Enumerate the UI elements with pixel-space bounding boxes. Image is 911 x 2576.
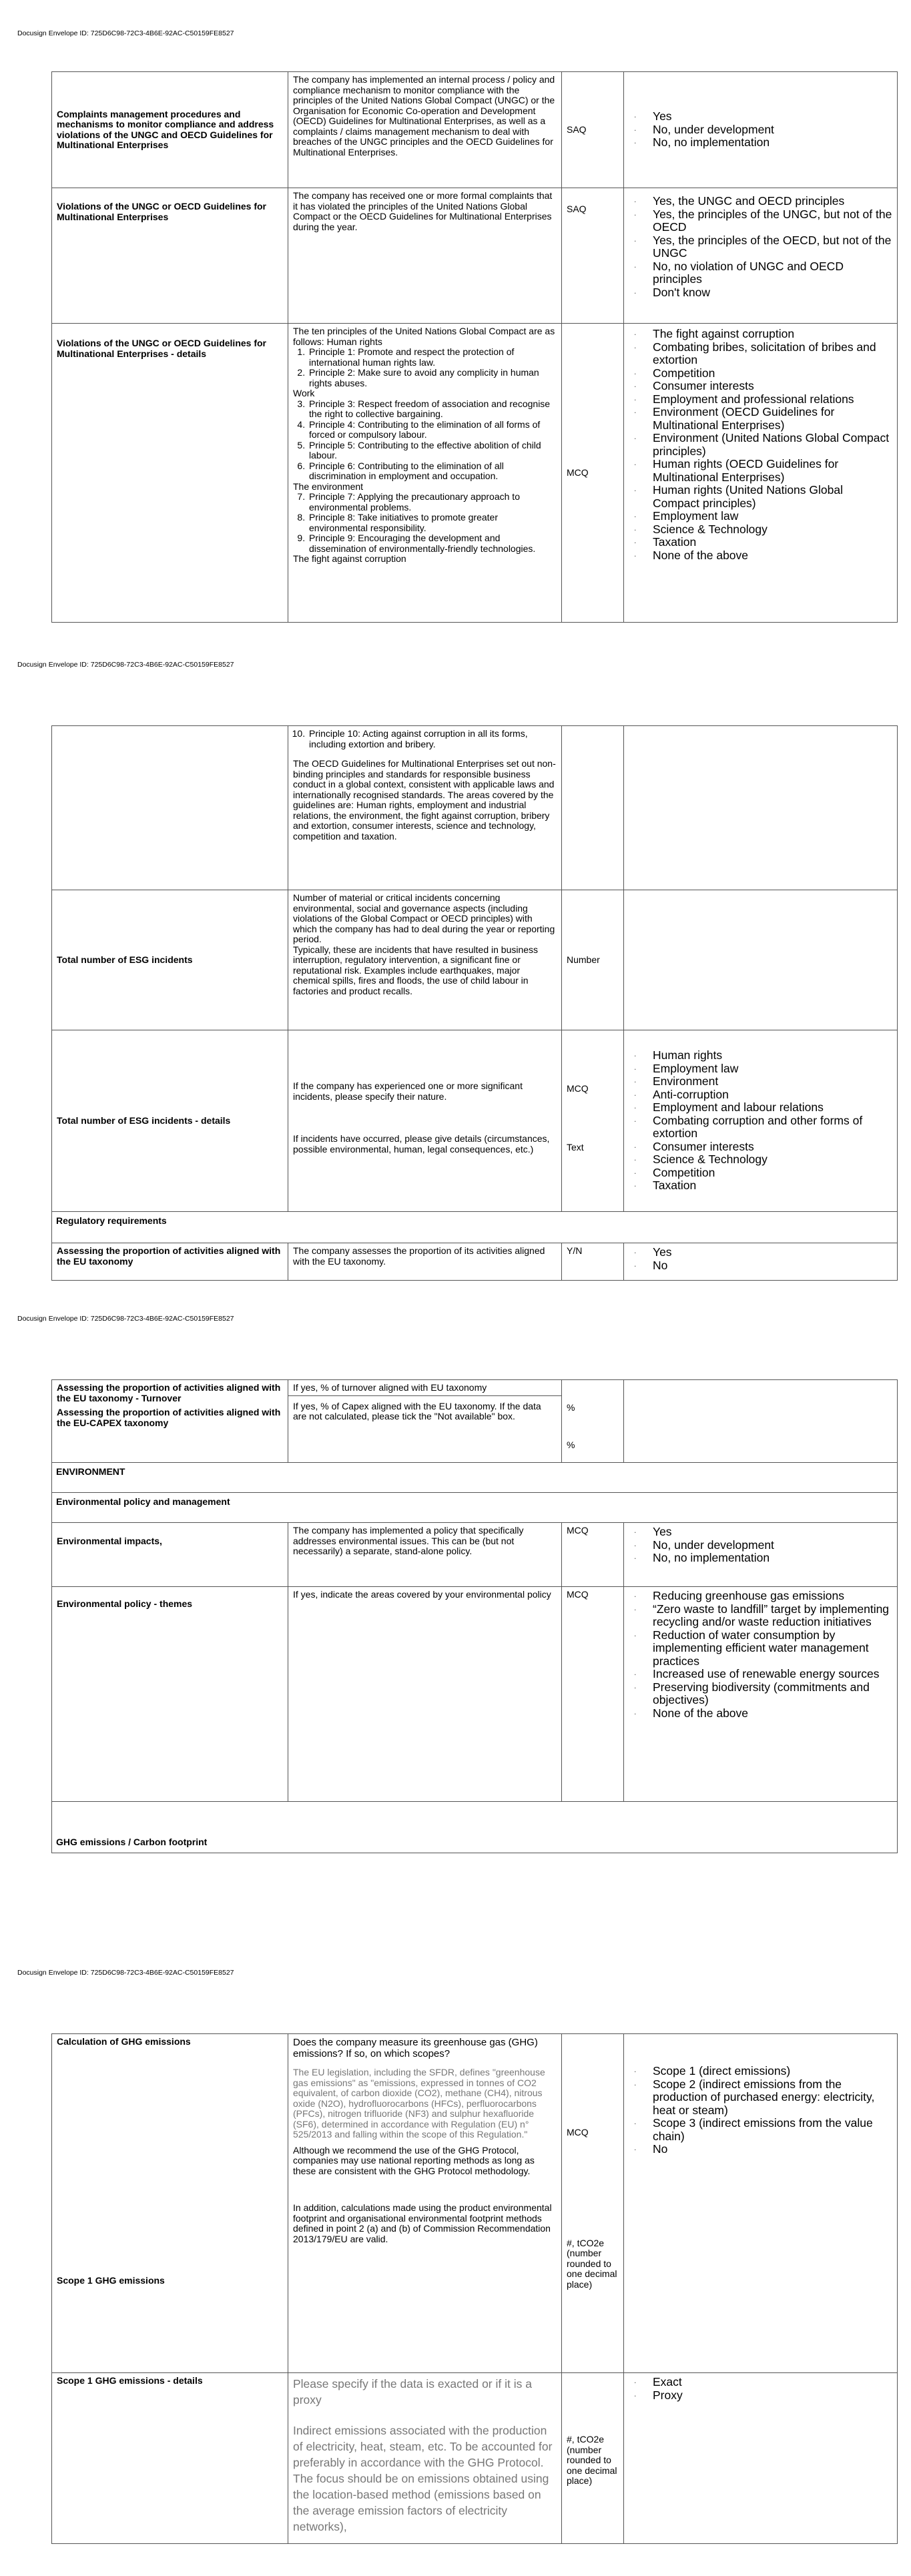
row-label: Complaints management procedures and mechanisms to monitor compliance and address violations of the UNGC and OECD Guidelines for Multinational Enterprises xyxy=(52,72,288,188)
list-item[interactable]: . Employment and professional relations xyxy=(653,393,892,406)
list-item[interactable]: . Yes, the UNGC and OECD principles xyxy=(653,195,892,208)
section-text: Work xyxy=(293,388,315,398)
list-item[interactable]: . Anti-corruption xyxy=(653,1088,892,1102)
list-item: 8. Principle 8: Take initiatives to promote greater environmental responsibility. xyxy=(308,513,557,533)
page-4 xyxy=(51,2033,897,2544)
details-text: Indirect emissions associated with the production of electricity, heat, steam, etc. To be accounted for preferably in accordance with the GHG Protocol. The focus should be on emissions obtained using the location-based method (emissions based on the average emission factors of electricity networks), xyxy=(293,2424,553,2533)
ghg-protocol-text: Although we recommend the use of the GHG Protocol, companies may use national reporting methods as long as these are consistent with the GHG Protocol methodology. xyxy=(293,2144,535,2176)
answer-options xyxy=(624,72,898,188)
list-item[interactable]: . None of the above xyxy=(653,1707,892,1720)
row-label: Environmental policy - themes xyxy=(52,1587,288,1802)
section-text: The fight against corruption xyxy=(293,553,406,564)
page-1 xyxy=(51,71,897,623)
table-row xyxy=(52,2373,898,2544)
requirements-table xyxy=(51,725,898,1281)
list-item: 5. Principle 5: Contributing to the effective abolition of child labour. xyxy=(308,440,557,461)
list-item[interactable]: . Yes xyxy=(653,1526,892,1539)
list-item[interactable]: . Reduction of water consumption by implementing efficient water management practices xyxy=(653,1629,892,1668)
list-item[interactable]: . Yes, the principles of the UNGC, but not of the OECD xyxy=(653,208,892,234)
table-row xyxy=(52,1030,898,1212)
answer-options xyxy=(624,1030,898,1212)
requirements-table xyxy=(51,71,898,623)
row-label xyxy=(52,1380,288,1463)
answer-type-mcq: MCQ xyxy=(567,1083,589,1094)
list-item: 4. Principle 4: Contributing to the elimination of all forms of forced or compulsory labour. xyxy=(308,420,557,440)
capex-label: Assessing the proportion of activities aligned with the EU-CAPEX taxonomy xyxy=(57,1407,281,1428)
list-item[interactable]: . No, no violation of UNGC and OECD principles xyxy=(653,260,892,286)
answer-options xyxy=(624,324,898,623)
row-description: Number of material or critical incidents concerning environmental, social and governance aspects (including violations of the Global Compact or OECD principles) with which the company has had to deal during the year or reporting period. Typically, these are incidents that have resulted in business interruption, regulatory intervention, a significant fine or reputational risk. Examples include earthquakes, major chemical spills, fires and floods, the use of child labour in factories and product recalls. xyxy=(288,890,562,1030)
list-item[interactable]: . Human rights (OECD Guidelines for Multinational Enterprises) xyxy=(653,458,892,484)
list-item[interactable]: . Environment xyxy=(653,1075,892,1088)
list-item[interactable]: . None of the above xyxy=(653,549,892,563)
list-item[interactable]: . Science & Technology xyxy=(653,523,892,537)
row-label: Violations of the UNGC or OECD Guidelines for Multinational Enterprises - details xyxy=(52,324,288,623)
answer-type: MCQ xyxy=(562,1587,624,1802)
turnover-text: If yes, % of turnover aligned with EU taxonomy xyxy=(293,1382,487,1393)
list-item: 9. Principle 9: Encouraging the development and dissemination of environmentally-friendly technologies. xyxy=(308,533,557,554)
list-item[interactable]: . No, under development xyxy=(653,123,892,137)
answer-type: SAQ xyxy=(562,188,624,324)
answer-options xyxy=(624,2034,898,2373)
table-row xyxy=(52,1587,898,1802)
list-item[interactable]: . Preserving biodiversity (commitments and objectives) xyxy=(653,1681,892,1707)
answer-type-percent: % xyxy=(567,1402,575,1413)
section-heading: GHG emissions / Carbon footprint xyxy=(52,1802,898,1853)
list-item[interactable]: . Consumer interests xyxy=(653,380,892,393)
row-description: The company has received one or more formal complaints that it has violated the principles of the United Nations Global Compact or the OECD Guidelines for Multinational Enterprises during the year. xyxy=(288,188,562,324)
answer-type xyxy=(562,1380,624,1463)
list-item: 10. Principle 10: Acting against corruption in all its forms, including extortion and bribery. xyxy=(308,729,557,749)
details-text: Please specify if the data is exacted or if it is a proxy xyxy=(293,2377,532,2406)
envelope-id: Docusign Envelope ID: 725D6C98-72C3-4B6E-92AC-C50159FE8527 xyxy=(17,1315,234,1323)
list-item: 1. Principle 1: Promote and respect the protection of international human rights law. xyxy=(308,347,557,368)
list-item[interactable]: . Yes xyxy=(653,1246,892,1259)
answer-options xyxy=(624,2373,898,2544)
list-item: 3. Principle 3: Respect freedom of association and recognise the right to collective bargaining. xyxy=(308,399,557,420)
answer-type-text: Text xyxy=(567,1141,584,1153)
list-item[interactable]: . Employment law xyxy=(653,1062,892,1076)
details-text: If incidents have occurred, please give details (circumstances, possible environmental, human, legal consequences, etc.) xyxy=(293,1133,550,1155)
table-row xyxy=(52,2034,898,2373)
list-item[interactable]: . Taxation xyxy=(653,1179,892,1193)
list-item[interactable]: . Competition xyxy=(653,1167,892,1180)
pef-text: In addition, calculations made using the product environmental footprint and organisational environmental footprint methods defined in point 2 (a) and (b) of Commission Recommendation 2013/179/EU are valid. xyxy=(293,2202,552,2244)
answer-type xyxy=(562,2034,624,2373)
answer-type: #, tCO2e (number rounded to one decimal place) xyxy=(562,2373,624,2544)
section-heading: Regulatory requirements xyxy=(52,1212,898,1243)
row-description: The company has implemented a policy that specifically addresses environmental issues. This can be (but not necessarily) a separate, stand-alone policy. xyxy=(288,1523,562,1587)
list-item[interactable]: . Yes, the principles of the OECD, but not of the UNGC xyxy=(653,234,892,260)
list-item: 7. Principle 7: Applying the precautionary approach to environmental problems. xyxy=(308,492,557,513)
table-row xyxy=(52,726,898,890)
row-description xyxy=(288,726,562,890)
answer-options xyxy=(624,1523,898,1587)
list-item[interactable]: . The fight against corruption xyxy=(653,328,892,341)
answer-type-number: #, tCO2e (number rounded to one decimal place) xyxy=(567,2237,617,2290)
envelope-id: Docusign Envelope ID: 725D6C98-72C3-4B6E-92AC-C50159FE8527 xyxy=(17,661,234,669)
list-item[interactable]: . Increased use of renewable energy sources xyxy=(653,1668,892,1681)
section-subheading: Environmental policy and management xyxy=(52,1493,898,1523)
row-label: Violations of the UNGC or OECD Guidelines for Multinational Enterprises xyxy=(52,188,288,324)
list-item[interactable]: . Employment and labour relations xyxy=(653,1101,892,1114)
list-item[interactable]: . Environment (OECD Guidelines for Multinational Enterprises) xyxy=(653,406,892,432)
section-heading: ENVIRONMENT xyxy=(52,1463,898,1493)
requirements-table xyxy=(51,1379,898,1853)
list-item[interactable]: . Scope 2 (indirect emissions from the production of purchased energy: electricity, heat or steam) xyxy=(653,2078,892,2118)
answer-type: MCQ xyxy=(562,324,624,623)
answer-type-mcq: MCQ xyxy=(567,2127,589,2138)
answer-type: Y/N xyxy=(562,1243,624,1281)
list-item[interactable]: . Exact xyxy=(653,2376,892,2389)
row-description xyxy=(288,2373,562,2544)
row-description: The company has implemented an internal process / policy and compliance mechanism to monitor compliance with the principles of the United Nations Global Compact (UNGC) or the Organisation for Economic Co-operation and Development (OECD) Guidelines for Multinational Enterprises, as well as a complaints / claims management mechanism to deal with breaches of the UNGC principles and the OECD Guidelines for Multinational Enterprises. xyxy=(288,72,562,188)
capex-text: If yes, % of Capex aligned with the EU taxonomy. If the data are not calculated, please tick the "Not available" box. xyxy=(293,1400,541,1421)
table-row xyxy=(52,1493,898,1523)
list-item: 2. Principle 2: Make sure to avoid any complicity in human rights abuses. xyxy=(308,368,557,388)
list-item[interactable]: . Environment (United Nations Global Compact principles) xyxy=(653,432,892,458)
list-item[interactable]: . No xyxy=(653,1259,892,1273)
section-text: The environment xyxy=(293,480,364,492)
answer-type xyxy=(562,1030,624,1212)
list-item[interactable]: . No, no implementation xyxy=(653,136,892,149)
table-row xyxy=(52,1523,898,1587)
table-row xyxy=(52,1212,898,1243)
table-row xyxy=(52,1463,898,1493)
list-item: 6. Principle 6: Contributing to the elimination of all discrimination in employment and occupation. xyxy=(308,461,557,482)
envelope-id: Docusign Envelope ID: 725D6C98-72C3-4B6E-92AC-C50159FE8527 xyxy=(17,29,234,37)
table-row xyxy=(52,324,898,623)
row-label: Scope 1 GHG emissions - details xyxy=(52,2373,288,2544)
intro-text: The ten principles of the United Nations Global Compact are as follows: Human rights xyxy=(293,326,555,347)
question-text: Does the company measure its greenhouse gas (GHG) emissions? If so, on which scopes? xyxy=(293,2037,538,2059)
table-row xyxy=(52,1380,898,1463)
row-description xyxy=(288,1030,562,1212)
list-item[interactable]: . Scope 3 (indirect emissions from the value chain) xyxy=(653,2117,892,2143)
row-description xyxy=(288,2034,562,2373)
page-3 xyxy=(51,1379,897,1853)
details-text: If the company has experienced one or more significant incidents, please specify their nature. xyxy=(293,1080,523,1102)
row-label xyxy=(52,2034,288,2373)
list-item[interactable]: . No, no implementation xyxy=(653,1552,892,1565)
table-row xyxy=(52,1243,898,1281)
row-description xyxy=(288,1380,562,1463)
envelope-id: Docusign Envelope ID: 725D6C98-72C3-4B6E-92AC-C50159FE8527 xyxy=(17,1969,234,1977)
table-row xyxy=(52,890,898,1030)
list-item[interactable]: . Reducing greenhouse gas emissions xyxy=(653,1590,892,1603)
answer-options xyxy=(624,1587,898,1802)
list-item[interactable]: . Science & Technology xyxy=(653,1153,892,1167)
eu-definition-text: The EU legislation, including the SFDR, defines "greenhouse gas emissions" as "emissions, expressed in tonnes of CO2 equivalent, of carbon dioxide (CO2), methane (CH4), nitrous oxide (N2O), hydrofluorocarbons (HFCs), perfluorocarbons (PFCs), nitrogen trifluoride (NF3) and sulphur hexafluoride (SF6), determined in accordance with Regulation (EU) n° 525/2013 and falling within the scope of this Regulation." xyxy=(293,2067,545,2140)
list-item[interactable]: . Combating bribes, solicitation of bribes and extortion xyxy=(653,341,892,367)
row-description: The company assesses the proportion of its activities aligned with the EU taxonomy. xyxy=(288,1243,562,1281)
list-item[interactable]: . Combating corruption and other forms of extortion xyxy=(653,1114,892,1141)
list-item[interactable]: . Human rights (United Nations Global Compact principles) xyxy=(653,484,892,510)
row-label: Environmental impacts, xyxy=(52,1523,288,1587)
page-2 xyxy=(51,725,897,1281)
list-item[interactable]: . Proxy xyxy=(653,2389,892,2402)
list-item[interactable]: . Taxation xyxy=(653,536,892,549)
list-item[interactable]: . Yes xyxy=(653,110,892,123)
answer-type: Number xyxy=(562,890,624,1030)
answer-options xyxy=(624,188,898,324)
oecd-text: The OECD Guidelines for Multinational Enterprises set out non-binding principles and standards for responsible business conduct in a global context, consistent with applicable laws and internationally recognised standards. The areas covered by the guidelines are: Human rights, employment and industrial relations, the environment, the fight against corruption, bribery and extortion, consumer interests, science and technology, competition and taxation. xyxy=(293,758,556,842)
list-item[interactable]: . Scope 1 (direct emissions) xyxy=(653,2065,892,2078)
scope1-label: Scope 1 GHG emissions xyxy=(57,2275,165,2286)
list-item[interactable]: . “Zero waste to landfill” target by implementing recycling and/or waste reduction initiatives xyxy=(653,1603,892,1629)
row-label: Total number of ESG incidents xyxy=(52,890,288,1030)
answer-type: SAQ xyxy=(562,72,624,188)
answer-type: MCQ xyxy=(562,1523,624,1587)
row-description xyxy=(288,324,562,623)
answer-options xyxy=(624,1243,898,1281)
row-description: If yes, indicate the areas covered by your environmental policy xyxy=(288,1587,562,1802)
row-label: Total number of ESG incidents - details xyxy=(52,1030,288,1212)
requirements-table xyxy=(51,2033,898,2544)
list-item[interactable]: . Employment law xyxy=(653,510,892,523)
table-row xyxy=(52,1802,898,1853)
list-item[interactable]: . No, under development xyxy=(653,1539,892,1552)
list-item[interactable]: . Competition xyxy=(653,367,892,380)
list-item[interactable]: . Don't know xyxy=(653,286,892,300)
table-row xyxy=(52,188,898,324)
list-item[interactable]: . No xyxy=(653,2143,892,2156)
table-row xyxy=(52,72,898,188)
turnover-label: Assessing the proportion of activities aligned with the EU taxonomy - Turnover xyxy=(57,1382,281,1403)
answer-type-percent: % xyxy=(567,1439,575,1450)
row-label: Assessing the proportion of activities aligned with the EU taxonomy xyxy=(52,1243,288,1281)
calc-label: Calculation of GHG emissions xyxy=(57,2036,191,2047)
list-item[interactable]: . Human rights xyxy=(653,1049,892,1062)
list-item[interactable]: . Consumer interests xyxy=(653,1141,892,1154)
